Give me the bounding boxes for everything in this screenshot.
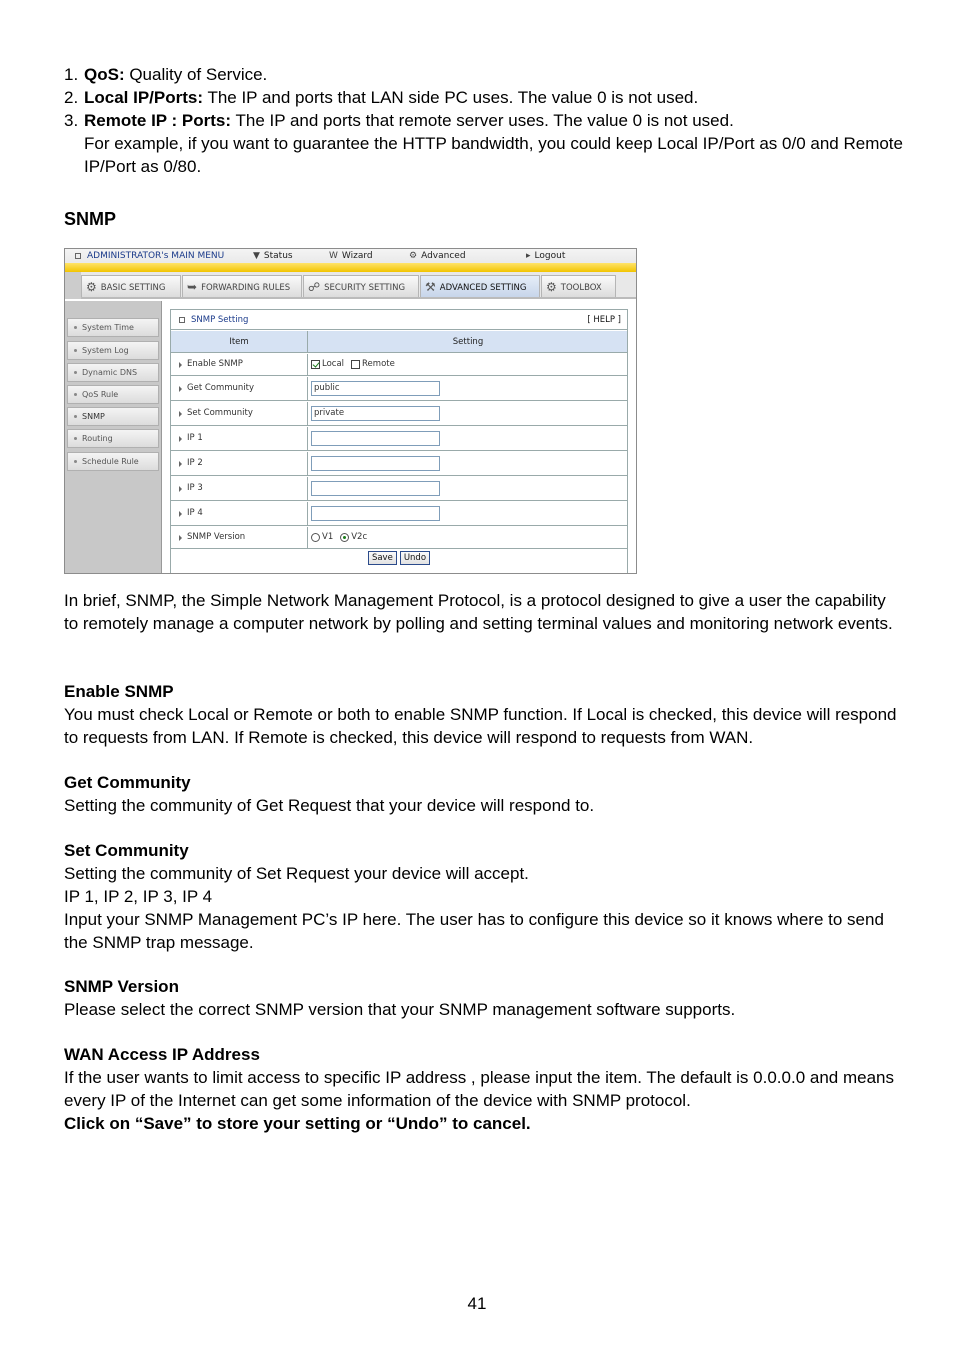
local-label: Local <box>322 359 345 369</box>
section-body: Setting the community of Get Request that your device will respond to. <box>64 796 595 815</box>
get-community-section <box>64 771 904 817</box>
sidebar-item-dynamic-dns[interactable] <box>67 363 159 382</box>
sidebar-item-label: System Time <box>82 323 134 332</box>
table-row <box>171 427 627 451</box>
section-body: Please select the correct SNMP version that your SNMP management software supports. <box>64 1000 736 1019</box>
row-value <box>308 377 628 400</box>
row-label <box>171 452 308 475</box>
bullet-icon <box>74 393 77 396</box>
logout-label: Logout <box>534 251 566 261</box>
tab-bar <box>65 272 636 299</box>
ip3-label: IP 3 <box>187 483 203 493</box>
list-term: Local IP/Ports: <box>84 88 204 107</box>
tab-label: TOOLBOX <box>560 283 602 293</box>
section-body: Setting the community of Set Request your device will accept. <box>64 864 529 883</box>
section-heading: Set Community <box>64 841 189 860</box>
row-label <box>171 402 308 425</box>
ip1-input[interactable] <box>311 431 440 446</box>
triangle-right-icon <box>179 386 182 392</box>
get-community-input[interactable]: public <box>311 381 440 396</box>
remote-option[interactable] <box>351 359 395 370</box>
snmp-version-section <box>64 975 904 1021</box>
tab-basic-setting[interactable] <box>81 275 181 297</box>
list-item <box>64 63 904 86</box>
row-label <box>171 477 308 500</box>
bullet-icon <box>74 437 77 440</box>
sidebar-item-label: Dynamic DNS <box>82 368 138 377</box>
row-value <box>308 477 628 500</box>
sidebar-item-snmp[interactable] <box>67 407 159 426</box>
sidebar-item-routing[interactable] <box>67 429 159 448</box>
bullet-icon <box>74 415 77 418</box>
v2c-label: V2c <box>351 532 368 542</box>
list-extra-text: For example, if you want to guarantee the HTTP bandwidth, you could keep Local IP/Port as 0/0 and Remote IP/Port as 0/80. <box>84 134 903 176</box>
section-body: Input your SNMP Management PC’s IP here. The user has to configure this device so it knows where to send the SNMP trap message. <box>64 910 884 952</box>
triangle-right-icon <box>179 362 182 368</box>
tab-label: BASIC SETTING <box>100 283 166 293</box>
sidebar-item-label: Routing <box>82 434 113 443</box>
gear-icon: ⚙ <box>86 280 97 294</box>
logout-link[interactable] <box>526 251 565 262</box>
ip4-input[interactable] <box>311 506 440 521</box>
table-row <box>171 502 627 526</box>
final-instruction: Click on “Save” to store your setting or “Undo” to cancel. <box>64 1114 531 1133</box>
section-heading: SNMP Version <box>64 977 179 996</box>
triangle-right-icon <box>179 535 182 541</box>
tab-label: FORWARDING RULES <box>201 283 291 293</box>
triangle-right-icon <box>179 411 182 417</box>
intro-paragraph: In brief, SNMP, the Simple Network Management Protocol, is a protocol designed to give a user the capability to remotely manage a computer network by polling and setting terminal values and monitoring network events. <box>64 591 893 633</box>
triangle-right-icon <box>179 461 182 467</box>
panel-title-text: SNMP Setting <box>191 315 249 325</box>
row-value <box>308 354 628 375</box>
table-row <box>171 377 627 401</box>
v2c-radio[interactable] <box>340 533 349 542</box>
list-number: 3. <box>64 111 79 130</box>
set-community-section <box>64 839 904 954</box>
table-header <box>171 331 627 353</box>
table-row <box>171 452 627 476</box>
section-title: SNMP <box>64 209 117 229</box>
row-label <box>171 377 308 400</box>
sidebar-item-label: SNMP <box>82 412 105 421</box>
v1-radio[interactable] <box>311 533 320 542</box>
local-option[interactable] <box>311 359 344 370</box>
list-term: Remote IP : Ports: <box>84 111 232 130</box>
bullet-icon <box>74 371 77 374</box>
tab-advanced-setting[interactable] <box>420 275 540 297</box>
row-label <box>171 427 308 450</box>
set-community-label: Set Community <box>187 408 253 418</box>
list-number: 1. <box>64 65 79 84</box>
status-icon: ▼ <box>253 251 260 261</box>
sidebar-item-label: QoS Rule <box>82 390 119 399</box>
list-item <box>64 86 904 109</box>
remote-label: Remote <box>362 359 395 369</box>
bullet-icon <box>74 349 77 352</box>
advanced-label: Advanced <box>421 251 466 261</box>
list-number: 2. <box>64 88 79 107</box>
sidebar-item-system-log[interactable] <box>67 341 159 360</box>
list-text: Quality of Service. <box>124 65 268 84</box>
section-body: You must check Local or Remote or both to enable SNMP function. If Local is checked, this device will respond to requests from LAN. If Remote is checked, this device will respond to requests from WAN. <box>64 705 897 747</box>
section-heading: Get Community <box>64 773 191 792</box>
tab-label: SECURITY SETTING <box>324 283 406 293</box>
help-link[interactable]: [ HELP ] <box>587 315 621 325</box>
chevron-right-icon: ▸ <box>526 251 531 261</box>
form-buttons <box>171 543 627 573</box>
table-row <box>171 402 627 426</box>
top-menu-bar <box>65 249 636 271</box>
snmp-setting-panel <box>170 309 628 574</box>
column-header-item: Item <box>171 331 308 353</box>
tab-security-setting[interactable] <box>303 275 419 297</box>
forward-icon: ➥ <box>187 280 198 294</box>
triangle-right-icon <box>179 436 182 442</box>
panel-title <box>171 310 627 330</box>
shield-icon: ☍ <box>308 280 321 294</box>
list-text: The IP and ports that LAN side PC uses. The value 0 is not used. <box>203 88 699 107</box>
advanced-icon: ⚙ <box>409 251 418 261</box>
list-text: The IP and ports that remote server uses. The value 0 is not used. <box>231 111 734 130</box>
list-term: QoS: <box>84 65 125 84</box>
status-link[interactable] <box>253 251 293 262</box>
v1-label: V1 <box>322 532 334 542</box>
ip2-input[interactable] <box>311 456 440 471</box>
section-subheading: IP 1, IP 2, IP 3, IP 4 <box>64 887 213 906</box>
ip4-label: IP 4 <box>187 508 203 518</box>
v2c-option[interactable] <box>340 532 367 543</box>
tab-toolbox[interactable] <box>541 275 616 297</box>
column-header-setting: Setting <box>452 337 484 347</box>
router-ui-screenshot <box>64 248 637 574</box>
enable-snmp-label: Enable SNMP <box>187 359 243 369</box>
remote-checkbox[interactable] <box>351 360 360 369</box>
table-row <box>171 477 627 501</box>
tab-label: ADVANCED SETTING <box>439 283 527 293</box>
sidebar-item-qos-rule[interactable] <box>67 385 159 404</box>
row-label <box>171 354 308 375</box>
triangle-right-icon <box>179 511 182 517</box>
set-community-input[interactable]: private <box>311 406 440 421</box>
wizard-link[interactable] <box>329 251 373 262</box>
square-icon <box>179 317 185 323</box>
tab-forwarding-rules[interactable] <box>182 275 302 297</box>
advanced-link[interactable] <box>409 251 466 262</box>
status-label: Status <box>263 251 293 261</box>
toolbox-icon: ⚙ <box>546 280 557 294</box>
page-number: 41 <box>467 1294 487 1313</box>
get-community-label: Get Community <box>187 383 255 393</box>
sidebar-item-schedule-rule[interactable] <box>67 452 159 471</box>
ip3-input[interactable] <box>311 481 440 496</box>
ip2-label: IP 2 <box>187 458 203 468</box>
triangle-right-icon <box>179 486 182 492</box>
sidebar-item-label: System Log <box>82 346 129 355</box>
undo-button[interactable]: Undo <box>400 551 430 565</box>
definition-list <box>64 63 904 178</box>
bullet-icon <box>74 460 77 463</box>
enable-snmp-section <box>64 680 904 749</box>
table-row <box>171 354 627 376</box>
sidebar-item-system-time[interactable] <box>67 318 159 337</box>
top-menu-accent <box>65 263 636 272</box>
admin-main-menu-link[interactable] <box>75 251 224 262</box>
sidebar-item-label: Schedule Rule <box>82 457 139 466</box>
wizard-label: Wizard <box>341 251 373 261</box>
ip1-label: IP 1 <box>187 433 203 443</box>
row-value <box>308 427 628 450</box>
row-value <box>308 502 628 525</box>
v1-option[interactable] <box>311 532 333 543</box>
tab-bar-edge <box>65 272 81 299</box>
section-heading: Enable SNMP <box>64 682 174 701</box>
wizard-icon: W <box>329 251 338 261</box>
admin-label: ADMINISTRATOR's MAIN MENU <box>87 251 225 261</box>
row-value <box>308 402 628 425</box>
list-item <box>64 109 904 178</box>
local-checkbox[interactable] <box>311 360 320 369</box>
sidebar <box>65 301 162 574</box>
snmp-version-label: SNMP Version <box>187 532 246 542</box>
advanced-tools-icon: ⚒ <box>425 280 436 294</box>
bullet-icon <box>74 326 77 329</box>
row-label <box>171 502 308 525</box>
square-icon <box>75 253 81 259</box>
save-button[interactable]: Save <box>368 551 397 565</box>
section-heading: WAN Access IP Address <box>64 1045 260 1064</box>
section-body: If the user wants to limit access to specific IP address , please input the item. The default is 0.0.0.0 and means every IP of the Internet can get some information of the device with SNMP protocol. <box>64 1068 894 1110</box>
wan-access-section <box>64 1043 904 1135</box>
row-value <box>308 452 628 475</box>
